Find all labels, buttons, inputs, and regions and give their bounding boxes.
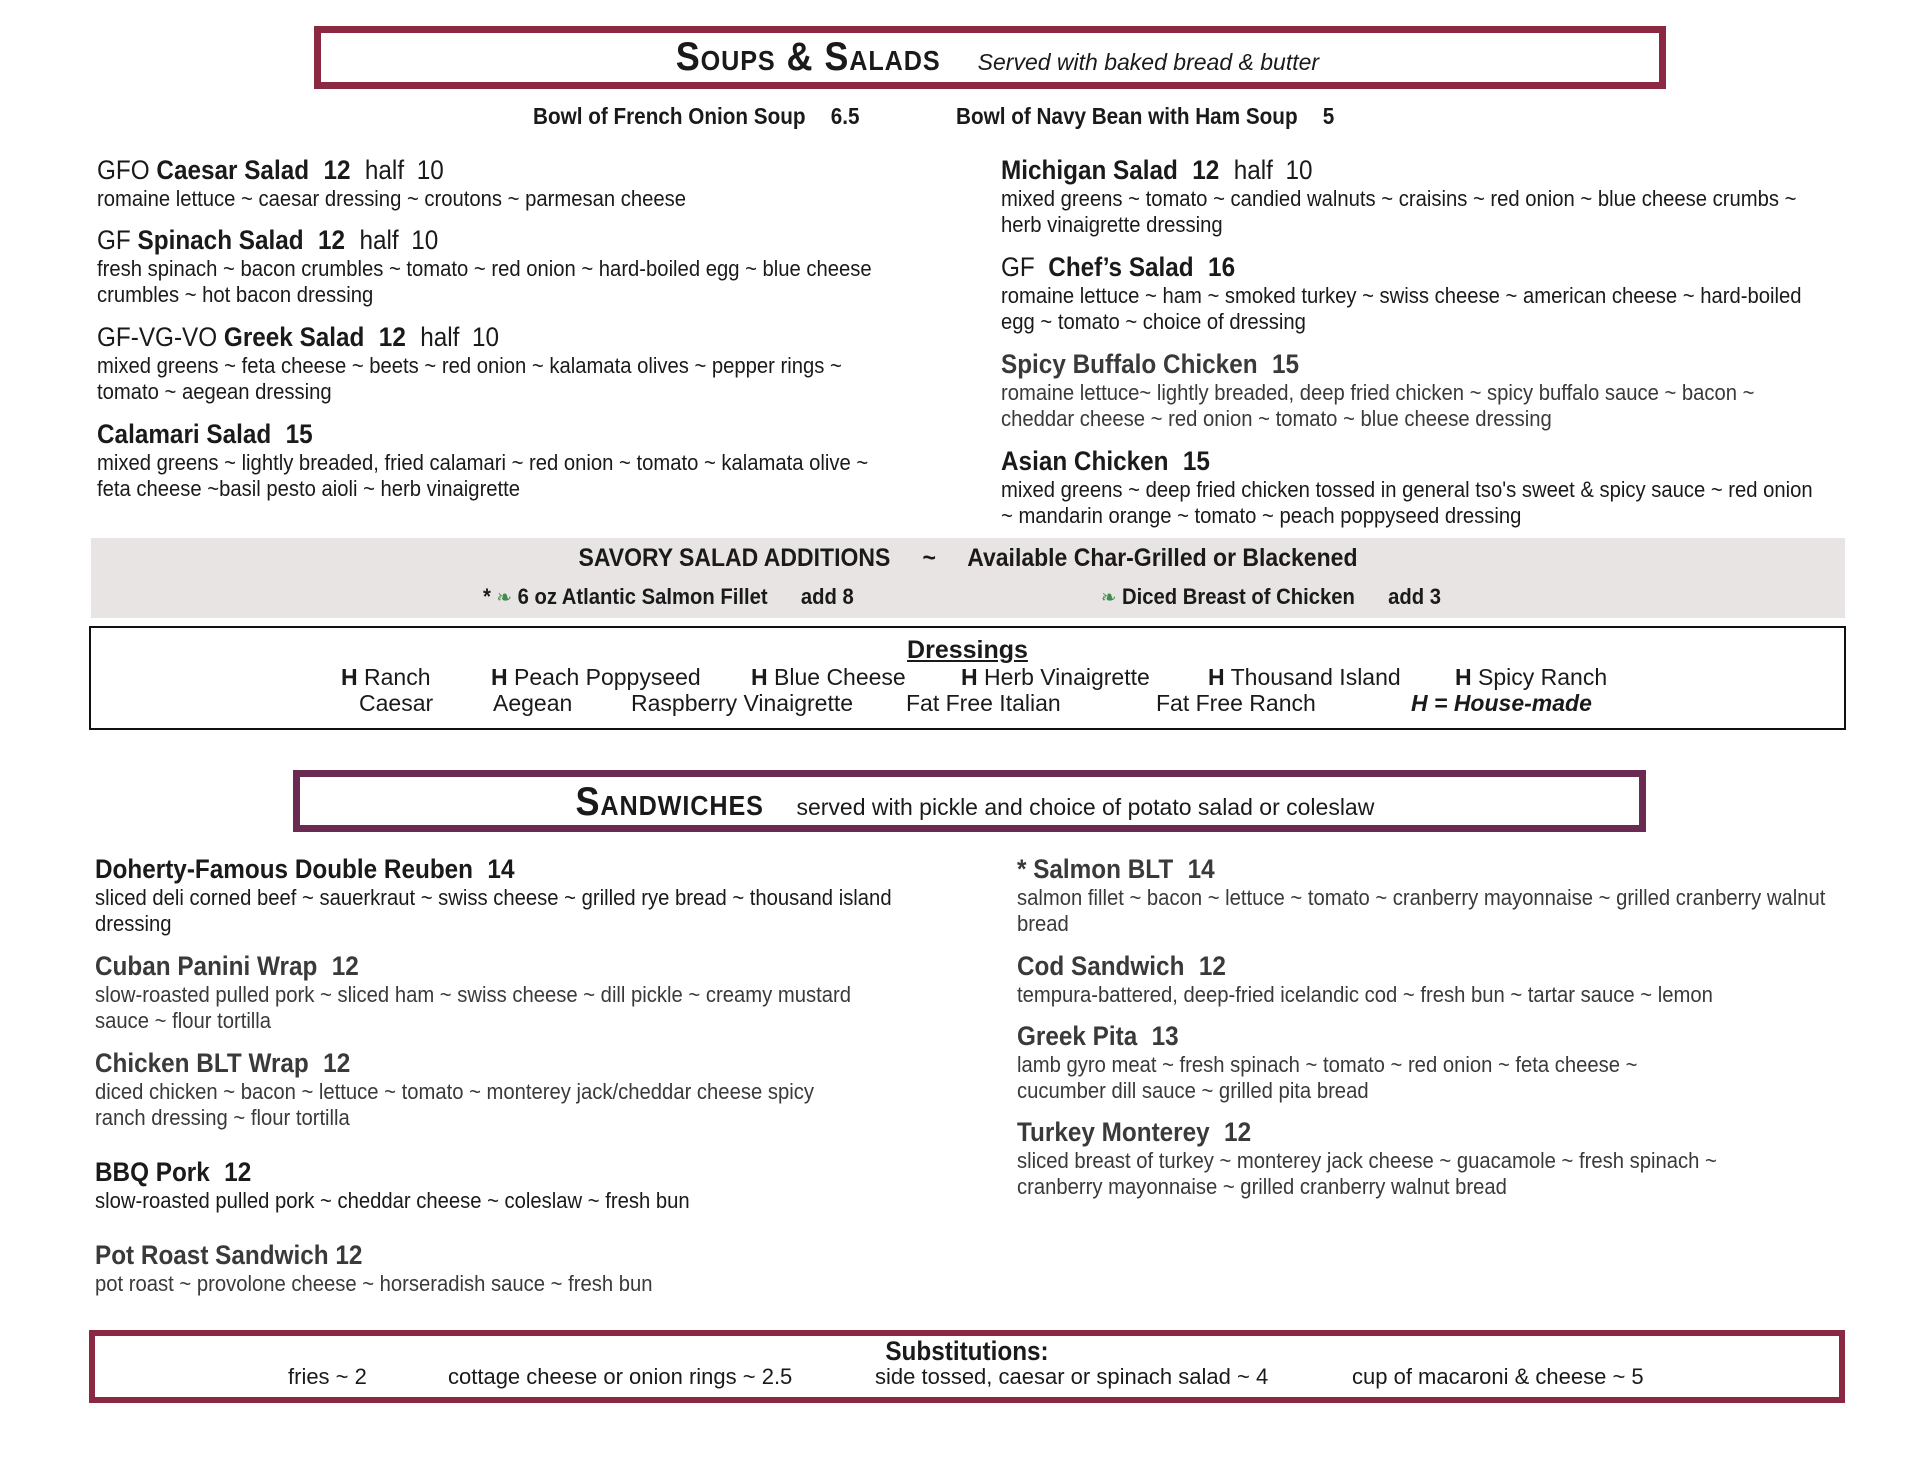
dressing-name: Aegean: [493, 690, 573, 716]
item-price: 12: [323, 1048, 351, 1078]
item-price: 15: [1271, 349, 1299, 379]
addition-chicken: [1101, 584, 1441, 610]
item-price: 12: [331, 951, 359, 981]
substitutions-box: [89, 1330, 1845, 1403]
dressing-item: [961, 664, 1150, 691]
sandwich-item: [95, 1047, 905, 1131]
item-description: slow-roasted pulled pork ~ cheddar cheese ~ coleslaw ~ fresh bun: [95, 1188, 690, 1213]
soup-price: 6.5: [830, 103, 860, 129]
substitution-item: cottage cheese or onion rings ~ 2.5: [448, 1364, 793, 1389]
dressing-item: [1455, 664, 1607, 691]
item-description: romaine lettuce ~ caesar dressing ~ croutons ~ parmesan cheese: [97, 186, 686, 211]
addition-price: add 3: [1388, 584, 1441, 609]
house-made-legend: H = House-made: [1411, 690, 1592, 716]
dressing-item: [1156, 690, 1316, 717]
half-label: half: [359, 225, 399, 255]
item-name: Asian Chicken: [1001, 446, 1169, 476]
half-price: 10: [411, 225, 439, 255]
item-title: [97, 154, 889, 186]
sandwich-item: [95, 1156, 965, 1214]
item-price: 12: [335, 1240, 363, 1270]
sandwich-item: [95, 853, 965, 937]
item-title: [95, 853, 878, 885]
house-marker: H: [751, 664, 768, 690]
house-marker: H: [1208, 664, 1225, 690]
dressings-box: [89, 626, 1846, 730]
item-title: [1017, 853, 1809, 885]
item-description: tempura-battered, deep-fried icelandic cod ~ fresh bun ~ tartar sauce ~ lemon: [1017, 982, 1713, 1007]
soup-name: Bowl of French Onion Soup: [533, 103, 806, 129]
substitution-item: side tossed, caesar or spinach salad ~ 4: [875, 1364, 1269, 1389]
addition-name: 6 oz Atlantic Salmon Fillet: [517, 584, 768, 609]
addition-price: add 8: [800, 584, 854, 609]
item-price: 12: [1198, 951, 1226, 981]
item-price: 12: [323, 155, 351, 185]
item-title: [95, 1156, 878, 1188]
salad-item: [1001, 445, 1901, 529]
dressing-item: [359, 690, 433, 717]
soups-salads-title: Soups & Salads: [675, 35, 941, 79]
dressing-item: [1208, 664, 1401, 691]
salad-item: [1001, 154, 1871, 238]
dressing-item: [631, 690, 853, 717]
half-label: half: [364, 155, 405, 185]
house-marker: H: [961, 664, 978, 690]
item-description: mixed greens ~ tomato ~ candied walnuts ~ craisins ~ red onion ~ blue cheese crumbs ~ herb vinaigrette dressing: [1001, 186, 1797, 237]
item-name: Cod Sandwich: [1017, 951, 1185, 981]
salad-item: [97, 418, 957, 502]
sandwich-item: [95, 1239, 965, 1297]
dressing-item: [751, 664, 906, 691]
item-description: diced chicken ~ bacon ~ lettuce ~ tomato ~ monterey jack/cheddar cheese spicy ranch dressing ~ flour tortilla: [95, 1079, 814, 1130]
addition-name: Diced Breast of Chicken: [1122, 584, 1355, 609]
item-name: Greek Pita: [1017, 1021, 1138, 1051]
item-description: mixed greens ~ deep fried chicken tossed in general tso's sweet & spicy sauce ~ red onion ~ mandarin orange ~ tomato ~ peach poppyseed dressing: [1001, 477, 1813, 528]
salad-additions-band: [91, 538, 1845, 618]
item-title: [1001, 348, 1793, 380]
item-title: [1017, 1116, 1764, 1148]
item-title: [1001, 251, 1793, 283]
dressing-name: Ranch: [364, 664, 431, 690]
diet-prefix: GF: [1001, 252, 1035, 282]
house-marker: H: [341, 664, 358, 690]
sandwich-item: [1017, 1116, 1847, 1200]
salad-item: [1001, 348, 1881, 432]
house-marker: H: [491, 664, 508, 690]
sandwiches-title: Sandwiches: [575, 780, 764, 824]
item-description: romaine lettuce~ lightly breaded, deep fried chicken ~ spicy buffalo sauce ~ bacon ~ cheddar cheese ~ red onion ~ tomato ~ blue cheese dressing: [1001, 380, 1755, 431]
addition-salmon: [483, 584, 854, 610]
item-description: sliced deli corned beef ~ sauerkraut ~ swiss cheese ~ grilled rye bread ~ thousand island dressing: [95, 885, 892, 936]
dressing-name: Raspberry Vinaigrette: [631, 690, 854, 716]
item-title: [1017, 950, 1809, 982]
item-title: [97, 418, 871, 450]
soups-salads-subtitle: Served with baked bread & butter: [977, 49, 1320, 75]
sandwich-item: [1017, 950, 1897, 1008]
raw-marker: *: [483, 584, 491, 609]
item-title: [1001, 154, 1784, 186]
half-label: half: [420, 322, 460, 352]
dressing-name: Peach Poppyseed: [514, 664, 701, 690]
item-price: 14: [487, 854, 515, 884]
item-title: [95, 1239, 878, 1271]
substitution-item: cup of macaroni & cheese ~ 5: [1352, 1364, 1644, 1389]
additions-separator: ~: [922, 544, 936, 572]
salad-item: [97, 224, 977, 308]
additions-subtitle: Available Char-Grilled or Blackened: [967, 544, 1358, 572]
diet-prefix: GFO: [97, 155, 150, 185]
half-price: 10: [416, 155, 444, 185]
house-marker: H: [1455, 664, 1472, 690]
item-name: Chicken BLT Wrap: [95, 1048, 309, 1078]
item-price: 15: [1182, 446, 1210, 476]
dressing-name: Thousand Island: [1230, 664, 1401, 690]
item-name: Calamari Salad: [97, 419, 272, 449]
dressing-name: Fat Free Ranch: [1156, 690, 1316, 716]
dressing-name: Spicy Ranch: [1478, 664, 1608, 690]
item-name: Chef’s Salad: [1048, 252, 1194, 282]
dressing-item: [341, 664, 431, 691]
soups-salads-header: [314, 26, 1666, 89]
item-name: * Salmon BLT: [1017, 854, 1174, 884]
item-description: romaine lettuce ~ ham ~ smoked turkey ~ swiss cheese ~ american cheese ~ hard-boiled egg ~ tomato ~ choice of dressing: [1001, 283, 1802, 334]
soup-price: 5: [1322, 103, 1335, 129]
item-price: 14: [1187, 854, 1215, 884]
item-price: 12: [1224, 1117, 1252, 1147]
item-description: pot roast ~ provolone cheese ~ horseradish sauce ~ fresh bun: [95, 1271, 653, 1296]
leaf-icon: ❧: [496, 587, 512, 609]
item-title: [95, 950, 842, 982]
salad-item: [97, 154, 977, 212]
dressing-name: Caesar: [359, 690, 434, 716]
item-name: Michigan Salad: [1001, 155, 1178, 185]
dressings-title: Dressings: [907, 636, 1028, 664]
item-price: 12: [318, 225, 346, 255]
item-title: [97, 321, 889, 353]
item-price: 12: [378, 322, 406, 352]
item-name: Cuban Panini Wrap: [95, 951, 318, 981]
leaf-icon: ❧: [1101, 587, 1117, 609]
dressing-item: [493, 690, 572, 717]
item-description: sliced breast of turkey ~ monterey jack cheese ~ guacamole ~ fresh spinach ~ cranberry mayonnaise ~ grilled cranberry walnut bread: [1017, 1148, 1717, 1199]
dressing-item: [491, 664, 701, 691]
sandwich-item: [1017, 1020, 1747, 1104]
item-title: [1001, 445, 1811, 477]
dressing-name: Herb Vinaigrette: [984, 664, 1150, 690]
item-description: slow-roasted pulled pork ~ sliced ham ~ swiss cheese ~ dill pickle ~ creamy mustard sauce ~ flour tortilla: [95, 982, 851, 1033]
item-price: 12: [224, 1157, 252, 1187]
item-name: Greek Salad: [223, 322, 365, 352]
diet-prefix: GF: [97, 225, 131, 255]
item-price: 12: [1192, 155, 1220, 185]
salad-item: [1001, 251, 1881, 335]
substitutions-title: Substitutions:: [885, 1336, 1049, 1366]
sandwich-item: [1017, 853, 1897, 937]
item-name: Pot Roast Sandwich: [95, 1240, 329, 1270]
item-name: Caesar Salad: [156, 155, 310, 185]
half-label: half: [1233, 155, 1273, 185]
item-name: Turkey Monterey: [1017, 1117, 1210, 1147]
sandwiches-header: [293, 770, 1646, 832]
additions-title: SAVORY SALAD ADDITIONS: [578, 544, 891, 572]
item-price: 13: [1151, 1021, 1179, 1051]
item-name: Spinach Salad: [137, 225, 304, 255]
item-description: mixed greens ~ feta cheese ~ beets ~ red onion ~ kalamata olives ~ pepper rings ~ tomato ~ aegean dressing: [97, 353, 842, 404]
item-description: salmon fillet ~ bacon ~ lettuce ~ tomato ~ cranberry mayonnaise ~ grilled cranberry walnut bread: [1017, 885, 1826, 936]
item-title: [95, 1047, 824, 1079]
item-price: 15: [285, 419, 313, 449]
dressing-item: [906, 690, 1061, 717]
item-title: [1017, 1020, 1674, 1052]
item-price: 16: [1208, 252, 1236, 282]
dressing-name: Fat Free Italian: [906, 690, 1061, 716]
item-description: lamb gyro meat ~ fresh spinach ~ tomato ~ red onion ~ feta cheese ~ cucumber dill sauce ~ grilled pita bread: [1017, 1052, 1638, 1103]
salad-item: [97, 321, 977, 405]
item-name: Spicy Buffalo Chicken: [1001, 349, 1258, 379]
sandwich-item: [95, 950, 925, 1034]
substitution-item: fries ~ 2: [288, 1364, 367, 1389]
soup-name: Bowl of Navy Bean with Ham Soup: [956, 103, 1298, 129]
item-name: BBQ Pork: [95, 1157, 210, 1187]
sandwiches-subtitle: served with pickle and choice of potato salad or coleslaw: [796, 794, 1375, 820]
dressing-name: Blue Cheese: [774, 664, 906, 690]
soup-item: [956, 103, 1334, 130]
half-price: 10: [1285, 155, 1313, 185]
half-price: 10: [472, 322, 500, 352]
item-title: [97, 224, 889, 256]
item-description: fresh spinach ~ bacon crumbles ~ tomato ~ red onion ~ hard-boiled egg ~ blue cheese crumbles ~ hot bacon dressing: [97, 256, 872, 307]
item-name: Doherty-Famous Double Reuben: [95, 854, 474, 884]
additions-heading: [161, 544, 1775, 573]
soup-item: [533, 103, 860, 130]
item-description: mixed greens ~ lightly breaded, fried calamari ~ red onion ~ tomato ~ kalamata olive ~ feta cheese ~basil pesto aioli ~ herb vinaigrette: [97, 450, 869, 501]
diet-prefix: GF-VG-VO: [97, 322, 218, 352]
